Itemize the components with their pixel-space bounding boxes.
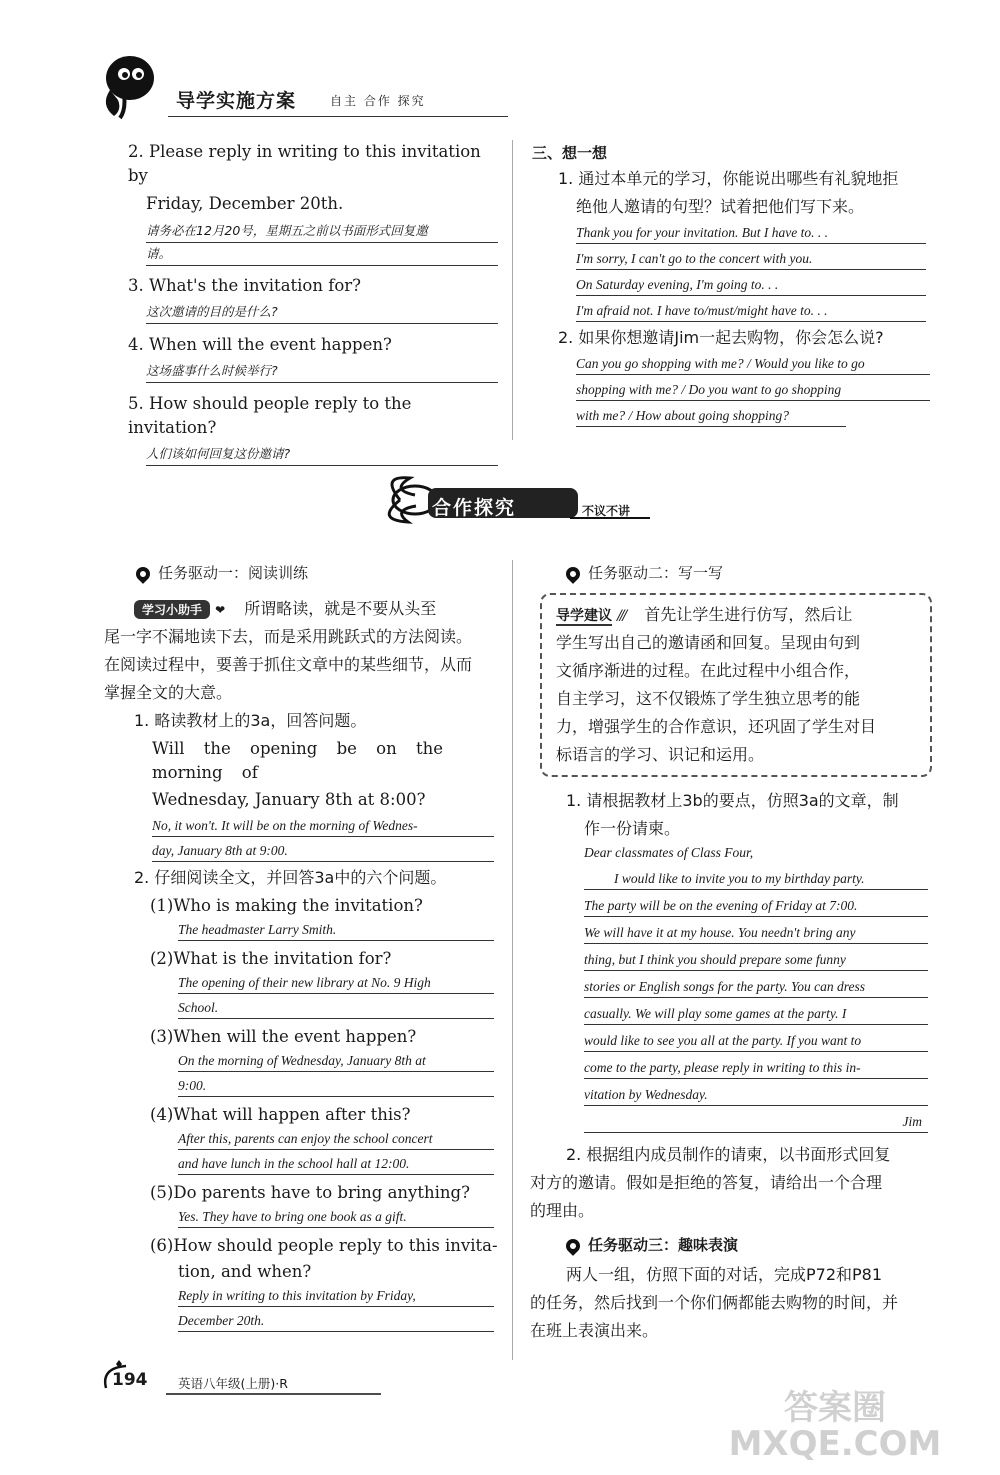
task1-heading-row [136, 562, 502, 583]
left-top-questions [128, 140, 498, 466]
letter-line3: The party will be on the evening of Friday at 7:00. [584, 896, 928, 917]
header-title: 导学实施方案 [176, 90, 297, 112]
column-divider-bottom [512, 560, 513, 1360]
sub-q4: (4)What will happen after this? [150, 1105, 411, 1124]
sub-a2-line2: School. [178, 998, 494, 1019]
task2-q2-line3: 的理由。 [530, 1201, 595, 1220]
header-rule [168, 116, 508, 117]
question-2-cont: Friday, December 20th. [146, 194, 344, 213]
task1-a1-line2: day, January 8th at 9:00. [152, 841, 494, 862]
column-divider-top [512, 140, 513, 440]
task2-section [530, 562, 940, 1225]
sub-q2: (2)What is the invitation for? [150, 949, 392, 968]
sub-a1: The headmaster Larry Smith. [178, 920, 494, 941]
location-pin-icon [133, 564, 153, 584]
letter-line10: vitation by Wednesday. [584, 1085, 928, 1106]
task3-heading: 任务驱动三：趣味表演 [588, 1236, 739, 1254]
banner-tag: 不议不讲 [582, 504, 631, 518]
task1-q2: 2. 仔细阅读全文，并回答3a中的六个问题。 [134, 868, 447, 887]
task2-q2-line1: 2. 根据组内成员制作的请柬，以书面形式回复 [566, 1145, 891, 1164]
mascot-logo [96, 50, 158, 120]
letter-line6: stories or English songs for the party. You can dress [584, 977, 928, 998]
task3-section [530, 1234, 940, 1345]
sub-q5: (5)Do parents have to bring anything? [150, 1183, 470, 1202]
letter-line9: come to the party, please reply in writing to this in- [584, 1058, 928, 1079]
answer-3: 这次邀请的目的是什么? [146, 301, 498, 324]
sub-q1: (1)Who is making the invitation? [150, 896, 423, 915]
guide-label: 导学建议 [556, 608, 612, 624]
guide-line6: 标语言的学习、识记和运用。 [556, 745, 765, 764]
sub-a4-line1: After this, parents can enjoy the school concert [178, 1129, 494, 1150]
think-a1-line2: I'm sorry, I can't go to the concert with you. [576, 249, 926, 270]
task2-heading-row [566, 562, 940, 583]
think-a1-line3: On Saturday evening, I'm going to. . . [576, 275, 926, 296]
sub-a2-line1: The opening of their new library at No. 9 High [178, 973, 494, 994]
question-3: 3. What's the invitation for? [128, 276, 362, 295]
footer-book-title: 英语八年级(上册)·R [178, 1376, 288, 1391]
answer-5: 人们该如何回复这份邀请? [146, 443, 498, 466]
guide-line2: 学生写出自己的邀请函和回复。呈现由句到 [556, 633, 861, 652]
helper-line3: 在阅读过程中，要善于抓住文章中的某些细节，从而 [104, 655, 473, 674]
task1-q1: 1. 略读教材上的3a，回答问题。 [134, 711, 367, 730]
letter-line7: casually. We will play some games at the party. I [584, 1004, 928, 1025]
task2-q1-line2: 作一份请柬。 [584, 819, 681, 838]
think-a2-line3: with me? / How about going shopping? [576, 406, 846, 427]
letter-line5: thing, but I think you should prepare some funny [584, 950, 928, 971]
think-a1-line4: I'm afraid not. I have to/must/might have to. . . [576, 301, 926, 322]
helper-line2: 尾一字不漏地读下去，而是采用跳跃式的方法阅读。 [104, 627, 473, 646]
letter-line4: We will have it at my house. You needn't bring any [584, 923, 928, 944]
letter-line8: would like to see you all at the party. If you want to [584, 1031, 928, 1052]
right-top-section [532, 142, 932, 427]
question-5: 5. How should people reply to the invitation? [128, 394, 412, 437]
helper-line4: 掌握全文的大意。 [104, 683, 233, 702]
guide-slash-icon: /// [617, 608, 626, 624]
helper-block [104, 595, 502, 707]
question-4: 4. When will the event happen? [128, 335, 392, 354]
header-subtitle: 自主 合作 探究 [330, 94, 426, 108]
sub-a3-line2: 9:00. [178, 1076, 494, 1097]
guide-line3: 文循序渐进的过程。在此过程中小组合作， [556, 661, 861, 680]
task3-line2: 的任务，然后找到一个你们俩都能去购物的时间，并 [530, 1293, 899, 1312]
task1-q1-en1: Will the opening be on the morning of [152, 739, 444, 782]
task3-line3: 在班上表演出来。 [530, 1321, 659, 1340]
guide-box [540, 593, 932, 777]
location-pin-icon [563, 1236, 583, 1256]
answer-2b: 请。 [146, 243, 498, 266]
question-2: 2. Please reply in writing to this invitation by [128, 142, 481, 185]
sub-a3-line1: On the morning of Wednesday, January 8th at [178, 1051, 494, 1072]
guide-line5: 力，增强学生的合作意识，还巩固了学生对目 [556, 717, 877, 736]
helper-heart-icon: ❤ [215, 603, 226, 617]
sub-q6-line1: (6)How should people reply to this invita- [150, 1236, 498, 1255]
task3-heading-row [566, 1234, 940, 1255]
invitation-letter [584, 843, 928, 1133]
answer-4: 这场盛事什么时候举行? [146, 360, 498, 383]
sub-a6-line1: Reply in writing to this invitation by Friday, [178, 1286, 494, 1307]
helper-line1: 所谓略读，就是不要从头至 [244, 599, 437, 618]
think-a2-line1: Can you go shopping with me? / Would you like to go [576, 354, 930, 375]
think-heading: 三、想一想 [532, 144, 608, 162]
letter-signature: Jim [584, 1112, 928, 1133]
task2-q2-line2: 对方的邀请。假如是拒绝的答复，请给出一个合理 [530, 1173, 883, 1192]
sub-q3: (3)When will the event happen? [150, 1027, 417, 1046]
think-a1-line1: Thank you for your invitation. But I have to. . . [576, 223, 926, 244]
answer-2a: 请务必在12月20号，星期五之前以书面形式回复邀 [146, 220, 498, 243]
banner-title: 合作探究 [432, 497, 517, 519]
task1-section [104, 562, 502, 1332]
think-a2-line2: shopping with me? / Do you want to go shopping [576, 380, 930, 401]
task1-a1-line1: No, it won't. It will be on the morning of Wednes- [152, 816, 494, 837]
task1-q1-en2: Wednesday, January 8th at 8:00? [152, 790, 426, 809]
page-number: 194 [112, 1370, 148, 1390]
guide-line1: 首先让学生进行仿写，然后让 [644, 605, 853, 624]
task2-q1-line1: 1. 请根据教材上3b的要点，仿照3a的文章，制 [566, 791, 899, 810]
guide-line4: 自主学习，这不仅锻炼了学生独立思考的能 [556, 689, 861, 708]
task2-heading: 任务驱动二：写一写 [588, 564, 724, 582]
watermark: 答案圈 MXQE.COM [728, 1388, 942, 1464]
think-q2: 2. 如果你想邀请Jim一起去购物，你会怎么说? [558, 328, 884, 347]
task3-line1: 两人一组，仿照下面的对话，完成P72和P81 [566, 1265, 883, 1284]
think-q1-line2: 绝他人邀请的句型？试着把他们写下来。 [576, 197, 865, 216]
sub-a4-line2: and have lunch in the school hall at 12:00. [178, 1154, 494, 1175]
sub-a5: Yes. They have to bring one book as a gift. [178, 1207, 494, 1228]
sub-a6-line2: December 20th. [178, 1311, 494, 1332]
sub-q6-line2: tion, and when? [178, 1262, 312, 1281]
think-q1-line1: 1. 通过本单元的学习，你能说出哪些有礼貌地拒 [558, 169, 899, 188]
location-pin-icon [563, 564, 583, 584]
helper-label: 学习小助手 [134, 600, 210, 619]
task1-heading: 任务驱动一：阅读训练 [158, 564, 309, 582]
letter-line1: Dear classmates of Class Four, [584, 845, 754, 860]
letter-line2: I would like to invite you to my birthday party. [584, 869, 928, 890]
